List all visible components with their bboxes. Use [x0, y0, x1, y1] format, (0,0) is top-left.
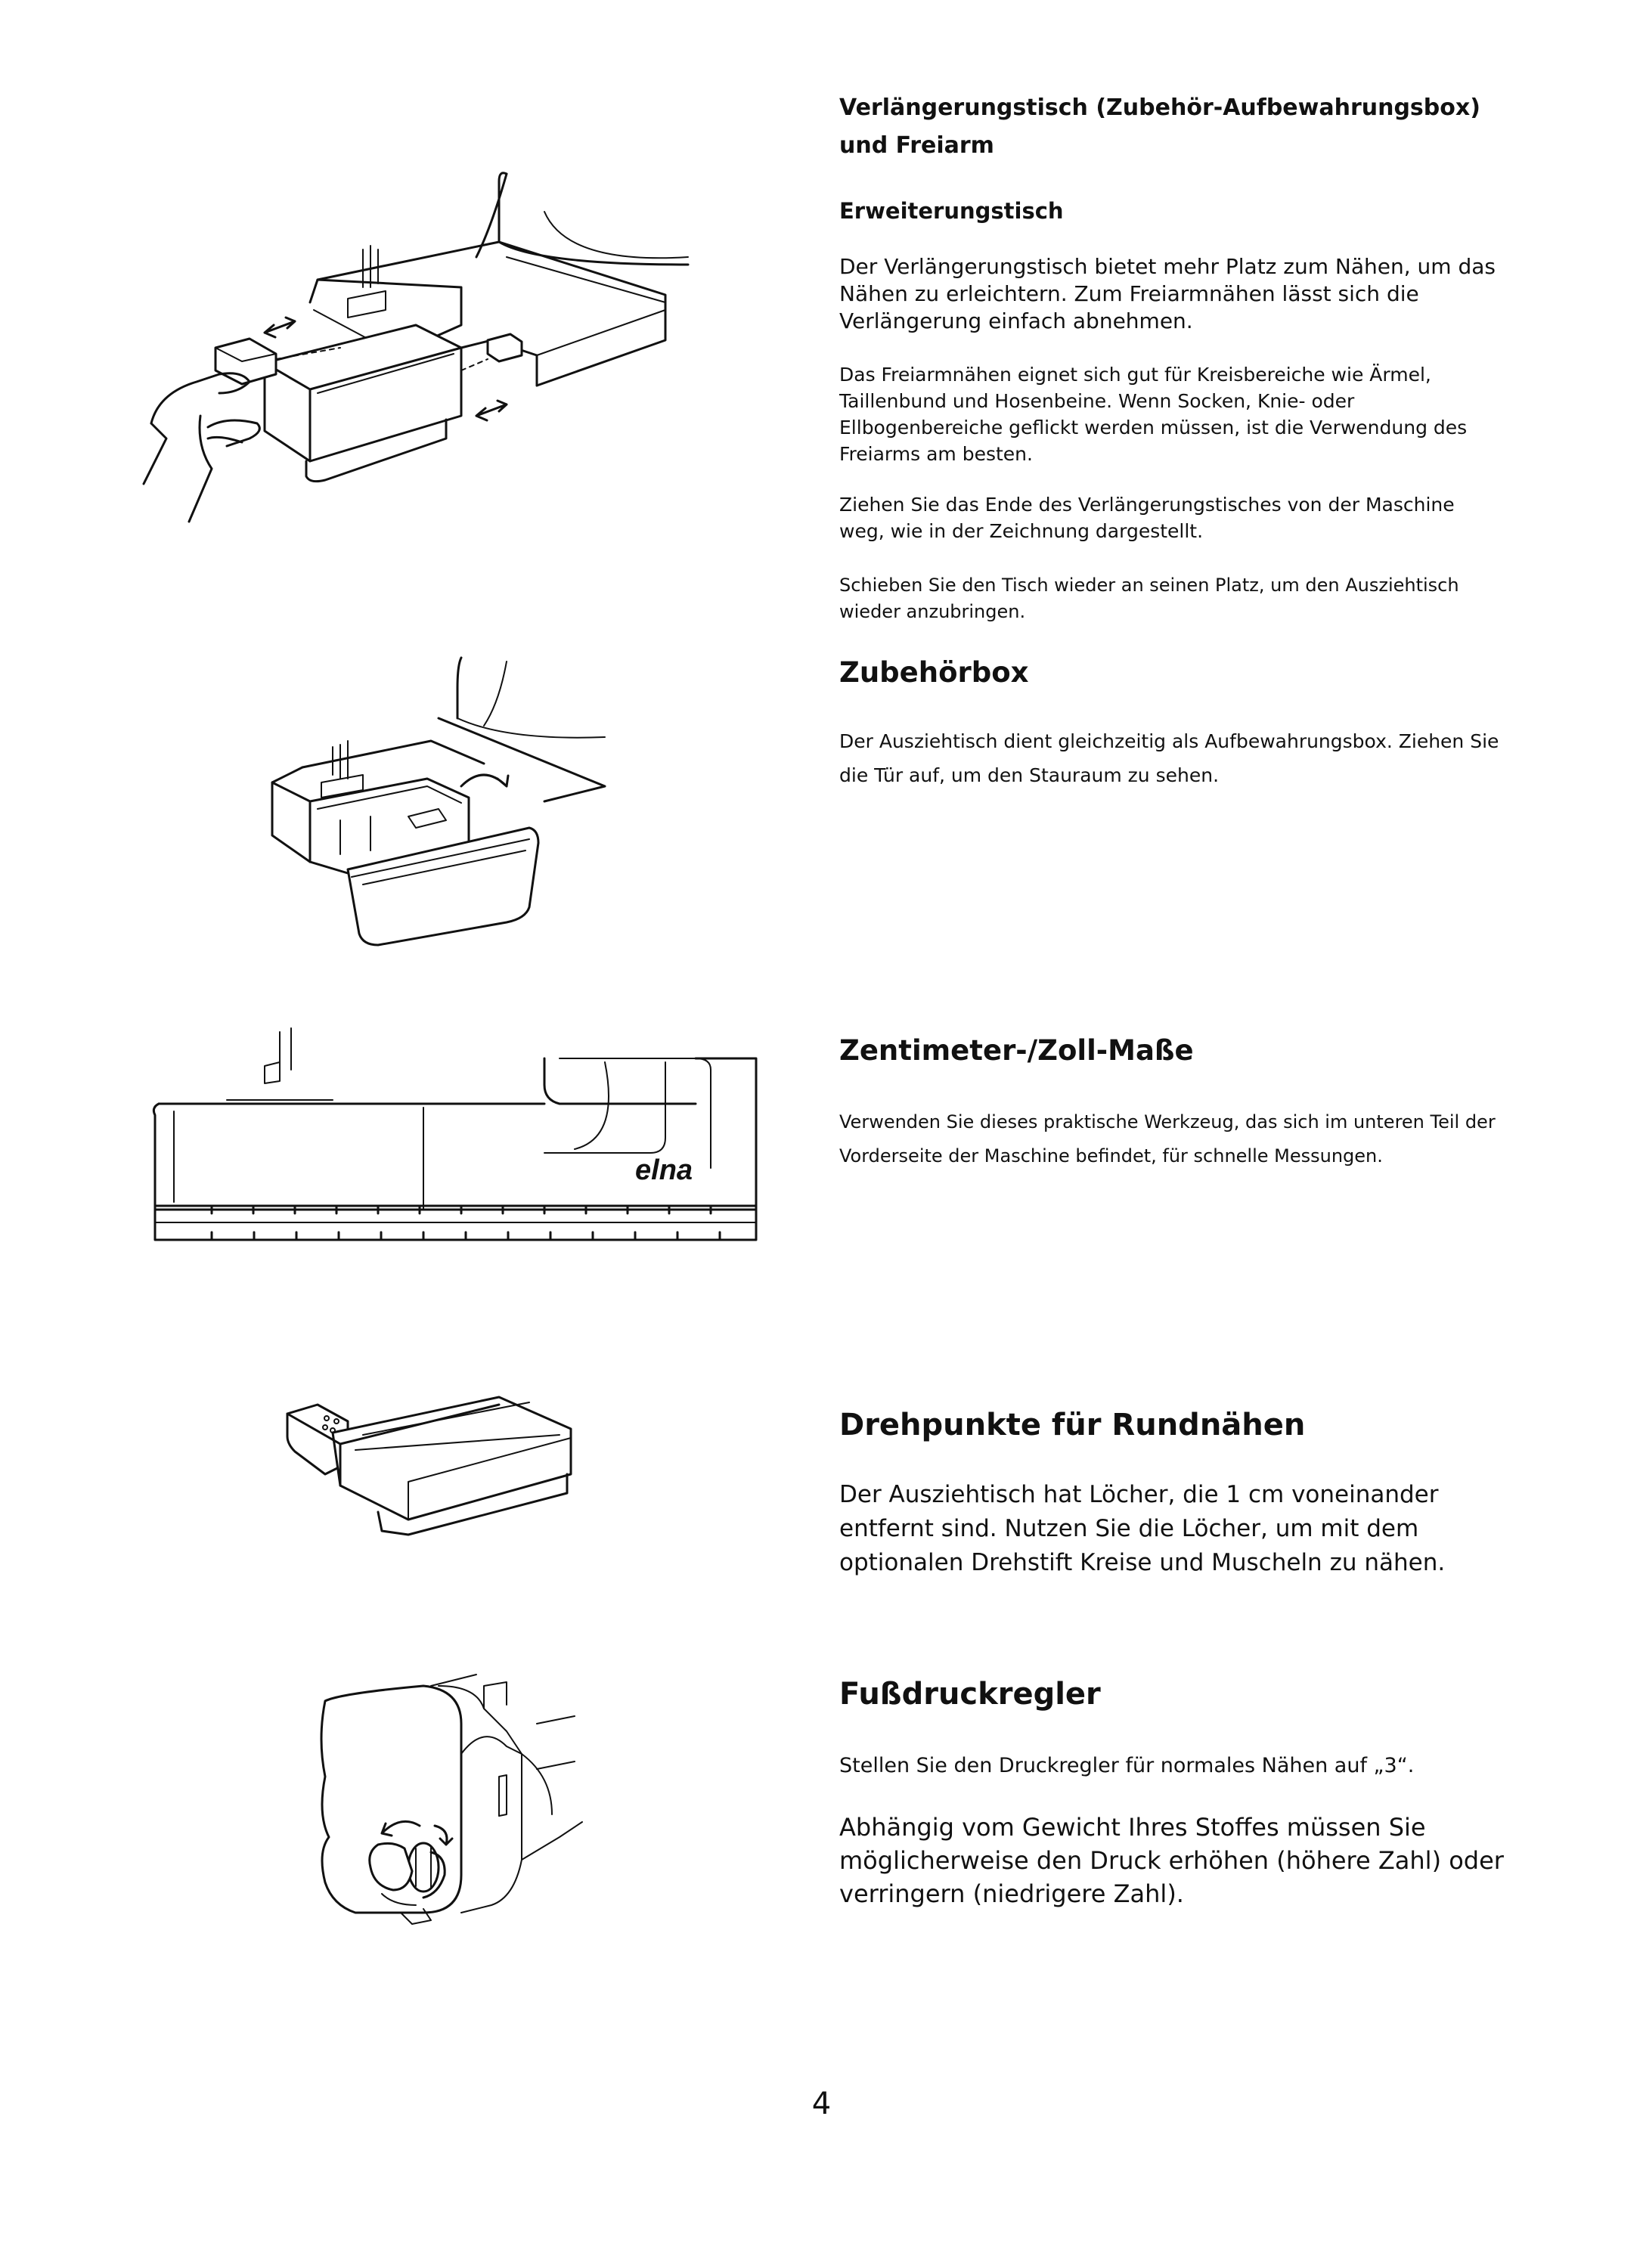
extension-paragraph-3: Ziehen Sie das Ende des Verlängerungstisches von der Maschine weg, wie in der Zeichnung dargestellt.: [839, 494, 1455, 542]
extension-table-illustration: [144, 166, 688, 544]
ruler-paragraph-1: Verwenden Sie dieses praktische Werkzeug, das sich im unteren Teil der Vorderseite der Maschine befindet, für schnelle Messungen.: [839, 1111, 1496, 1167]
pivot-table-illustration: [280, 1391, 582, 1588]
page-number: 4: [811, 2087, 832, 2121]
brand-logo: elna: [635, 1154, 693, 1186]
ruler-title: Zentimeter-/Zoll-Maße: [839, 1034, 1194, 1067]
extension-title: Verlängerungstisch (Zubehör-Aufbewahrungsbox) und Freiarm: [839, 94, 1480, 159]
extension-paragraph-1: Der Verlängerungstisch bietet mehr Platz zum Nähen, um das Nähen zu erleichtern. Zum Freiarmnähen lässt sich die Verlängerung einfach abnehmen.: [839, 254, 1496, 333]
accessory-paragraph-1: Der Ausziehtisch dient gleichzeitig als Aufbewahrungsbox. Ziehen Sie die Tür auf, um den Stauraum zu sehen.: [839, 730, 1499, 786]
pivot-paragraph-1: Der Ausziehtisch hat Löcher, die 1 cm voneinander entfernt sind. Nutzen Sie die Löcher, um mit dem optionalen Drehstift Kreise und Muscheln zu nähen.: [839, 1481, 1446, 1576]
pivot-title: Drehpunkte für Rundnähen: [839, 1408, 1306, 1442]
pressure-paragraph-2: Abhängig vom Gewicht Ihres Stoffes müssen Sie möglicherweise den Druck erhöhen (höhere Zahl) oder verringern (niedrigere Zahl).: [839, 1813, 1504, 1908]
extension-subtitle: Erweiterungstisch: [839, 198, 1064, 224]
extension-paragraph-4: Schieben Sie den Tisch wieder an seinen Platz, um den Ausziehtisch wieder anzubringen.: [839, 575, 1459, 622]
ruler-illustration: [151, 1024, 771, 1244]
accessory-box-illustration: [257, 658, 605, 945]
accessory-title: Zubehörbox: [839, 656, 1029, 689]
extension-paragraph-2: Das Freiarmnähen eignet sich gut für Kreisbereiche wie Ärmel, Taillenbund und Hosenbeine. Wenn Socken, Knie- oder Ellbogenbereiche geflickt werden müssen, ist die Verwendung des Freiarms am besten.: [839, 364, 1468, 465]
pressure-regulator-illustration: [310, 1663, 582, 1943]
pressure-title: Fußdruckregler: [839, 1677, 1101, 1712]
pressure-paragraph-1: Stellen Sie den Druckregler für normales Nähen auf „3“.: [839, 1754, 1415, 1777]
